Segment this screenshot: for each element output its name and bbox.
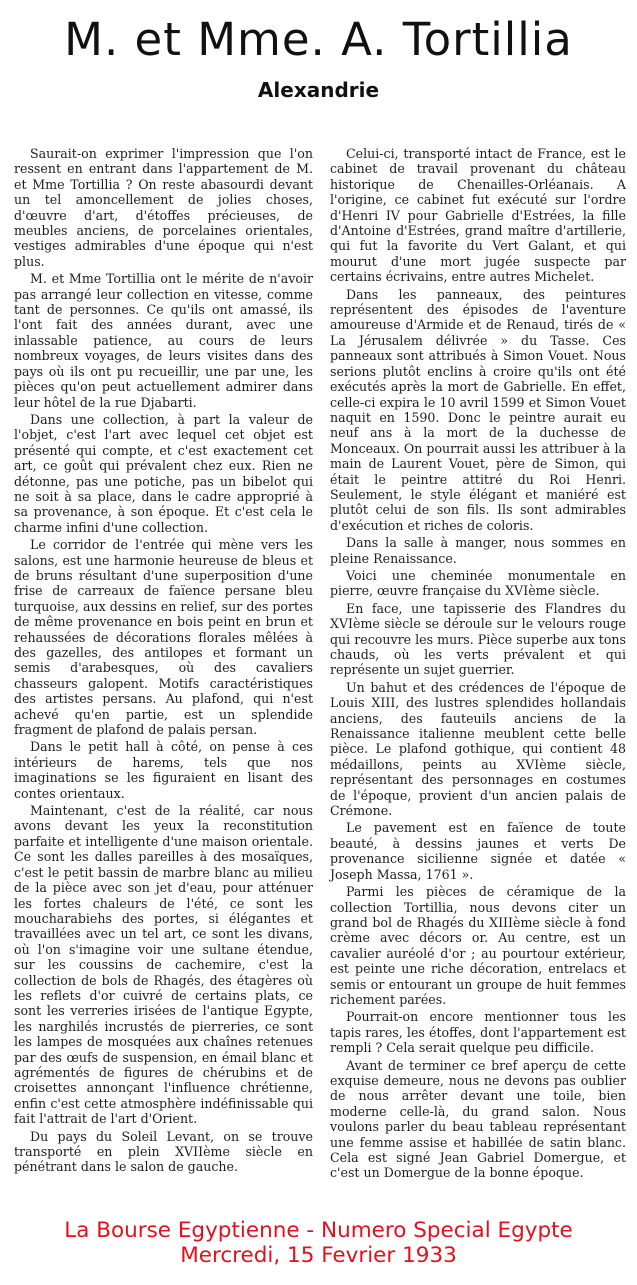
paragraph: Dans la salle à manger, nous sommes en pleine Renaissance. — [330, 535, 626, 566]
paragraph: Celui-ci, transporté intact de France, est le cabinet de travail provenant du château historique de Chenailles-Orléanais. A l'origine, ce cabinet fut exécuté sur l'ordre d'Henri IV pour Gabrielle d'Estrées, la fille d'Antoine d'Estrées, grand maître d'artillerie, qui fut la favorite du Vert Galant, et qui mourut d'une mort jugée suspecte par certains écrivains, entre autres Michelet. — [330, 146, 626, 285]
paragraph: Avant de terminer ce bref aperçu de cette exquise demeure, nous ne devons pas oublier de nous arrêter devant une toile, bien moderne celle-là, du grand salon. Nous voulons parler du beau tableau représentant une femme assise et habillée de satin blanc. Cela est signé Jean Gabriel Domergue, et c'est un Domergue de la bonne époque. — [330, 1057, 626, 1181]
paragraph: Maintenant, c'est de la réalité, car nous avons devant les yeux la reconstitution parfaite et intelligente d'une maison orientale. Ce sont les dalles pareilles à des mosaïques, c'est le petit bassin de marbre blanc au milieu de la pièce avec son jet d'eau, pour atténuer les fortes chaleurs de l'été, ce sont les moucharabiehs des portes, si élégantes et travaillées avec un tel art, ce sont les divans, où l'on s'imagine voir une sultane étendue, sur les coussins de cachemire, c'est la collection de bols de Rhagés, des étagères où les reflets d'or cuivré de certains plats, ce sont les verreries irisées de l'antique Egypte, les narghilés incrustés de pierreries, ce sont les lampes de mosquées aux chaînes retenues par des œufs de suspension, en émail blanc et agrémentés de figures de chérubins et de croisettes annonçant l'influence chrétienne, enfin c'est cette atmosphère indéfinissable qui fait l'attrait de l'art d'Orient. — [14, 803, 313, 1127]
paragraph: Le corridor de l'entrée qui mène vers les salons, est une harmonie heureuse de bleus et de bruns résultant d'une superposition d'une frise de carreaux de faïence persane bleu turquoise, aux dessins en relief, sur des portes de même provenance en bois peint en brun et rehaussées de décorations florales mêlées à des gazelles, des antilopes et formant un semis d'arabesques, où des cavaliers chasseurs galopent. Motifs caractéristiques des artistes persans. Au plafond, qui n'est achevé qu'en partie, est un splendide fragment de plafond de palais persan. — [14, 537, 313, 738]
paragraph: Un bahut et des crédences de l'époque de Louis XIII, des lustres splendides hollandais anciens, des fauteuils anciens de la Renaissance italienne meublent cette belle pièce. Le plafond gothique, qui contient 48 médaillons, peints au XVIème siècle, représentant des personnages en costumes de l'époque, provient d'un ancien palais de Crémone. — [330, 679, 626, 819]
paragraph: Dans le petit hall à côté, on pense à ces intérieurs de harems, tels que nos imaginations se les figuraient en lisant des contes orientaux. — [14, 739, 313, 801]
paragraph: Voici une cheminée monumentale en pierre, œuvre française du XVIème siècle. — [330, 567, 626, 599]
right-column — [330, 146, 626, 1183]
paragraph: Parmi les pièces de céramique de la collection Tortillia, nous devons citer un grand bol de Rhagés du XIIIème siècle à fond crème avec décors or. Au centre, est un cavalier auréolé d'or ; au pourtour extérieur, est peinte une riche décoration, entrelacs et semis or entourant un groupe de huit femmes richement parées. — [330, 884, 626, 1007]
article-location: Alexandrie — [257, 78, 380, 102]
paragraph: Dans les panneaux, des peintures représentent des épisodes de l'aventure amoureuse d'Armide et de Renaud, tirés de « La Jérusalem délivrée » du Tasse. Ces panneaux sont attribués à Simon Vouet. Nous serions plutôt enclins à croire qu'ils ont été exécutés après la mort de Gabrielle. En effet, celle-ci expira le 10 avril 1599 et Simon Vouet naquit en 1590. Donc le peintre aurait eu neuf ans à la mort de la duchesse de Monceaux. On pourrait aussi les attribuer à la main de Laurent Vouet, père de Simon, qui était le peintre attitré du Roi Henri. Seulement, le style élégant et maniéré est plutôt celui de son fils. Ils sont admirables d'exécution et riches de coloris. — [330, 286, 626, 533]
source-caption — [0, 1218, 637, 1268]
source-date: Mercredi, 15 Fevrier 1933 — [180, 1243, 457, 1268]
paragraph: Dans une collection, à part la valeur de l'objet, c'est l'art avec lequel cet objet est présenté qui compte, et c'est exactement cet art, ce goût qui prévalent chez eux. Rien ne détonne, pas une potiche, pas un bibelot qui ne soit à sa place, dans le cadre approprié à sa provenance, à son époque. Et c'est cela le charme infini d'une collection. — [14, 411, 313, 535]
source-publication: La Bourse Egyptienne - Numero Special Egypte — [64, 1218, 573, 1243]
article-title: M. et Mme. A. Tortillia — [64, 13, 573, 66]
paragraph: M. et Mme Tortillia ont le mérite de n'avoir pas arrangé leur collection en vitesse, comme tant de personnes. Ce qu'ils ont amassé, ils l'ont fait des années durant, avec une inlassable patience, au cours de leurs nombreux voyages, de leurs visites dans des pays où ils ont pu recueillir, une par une, les pièces qu'on peut actuellement admirer dans leur hôtel de la rue Djabarti. — [14, 271, 313, 410]
paragraph: Le pavement est en faïence de toute beauté, à dessins jaunes et verts De provenance sicilienne signée et datée « Joseph Massa, 1761 ». — [330, 820, 626, 882]
paragraph: Saurait-on exprimer l'impression que l'on ressent en entrant dans l'appartement de M. et Mme Tortillia ? On reste abasourdi devant un tel amoncellement de jolies choses, d'œuvre d'art, d'étoffes précieuses, de meubles anciens, de porcelaines orientales, vestiges admirables d'une époque qui n'est plus. — [14, 146, 313, 269]
paragraph: Pourrait-on encore mentionner tous les tapis rares, les étoffes, dont l'appartement est rempli ? Cela serait quelque peu difficile. — [330, 1009, 626, 1056]
left-column — [14, 146, 313, 1177]
paragraph: Du pays du Soleil Levant, on se trouve transporté en plein XVIIème siècle en pénétrant dans le salon de gauche. — [14, 1128, 313, 1175]
paragraph: En face, une tapisserie des Flandres du XVIème siècle se déroule sur le velours rouge qui recouvre les murs. Pièce superbe aux tons chauds, où les verts prévalent et qui représente un sujet guerrier. — [330, 600, 626, 678]
